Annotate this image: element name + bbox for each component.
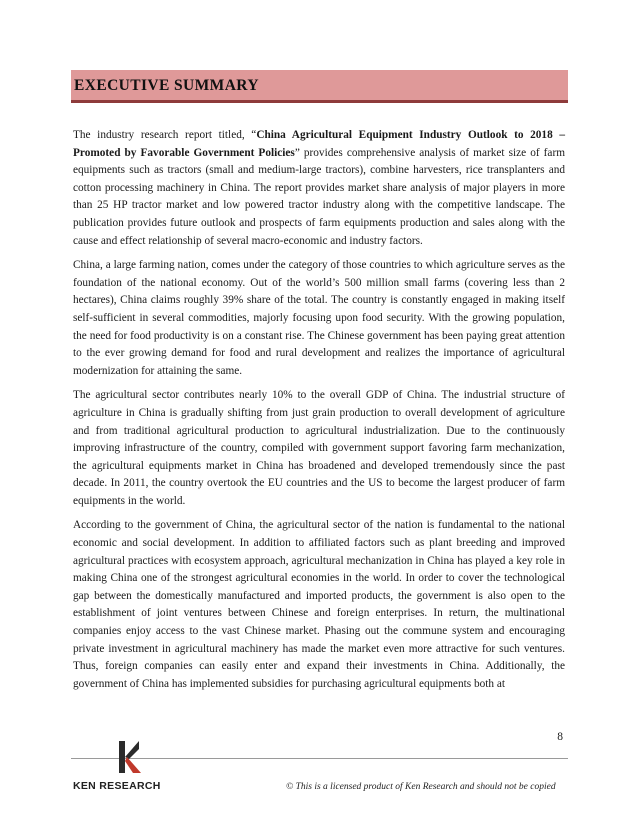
ken-research-logo — [73, 739, 183, 799]
report-title: China Agricultural Equipment Industry Outlook to 2018 – Promoted by Favorable Government Policies — [73, 129, 565, 159]
ken-research-k-icon — [117, 739, 143, 775]
body-text — [73, 127, 565, 700]
paragraph: According to the government of China, the agricultural sector of the nation is fundamental to the national economic and social development. In addition to affiliated factors such as plant breeding and improved agricultural practices with ecosystem approach, agricultural mechanization in China has played a key role in making China one of the strongest agricultural economies in the world. In order to cover the technological gap between the domestically manufactured and imported products, the government is also open to the establishment of joint ventures between Chinese and foreign enterprises. In return, the multinational companies enjoy access to the vast Chinese market. Phasing out the commune system and encouraging private investment in agricultural machinery has made the market even more attractive for such ventures. Thus, foreign companies can easily enter and expand their investments in China. Additionally, the government of China has implemented subsidies for purchasing agricultural equipments both at — [73, 519, 565, 690]
section-header-banner — [71, 70, 568, 103]
intro-rest: ” provides comprehensive analysis of market size of farm equipments such as tractors (small and medium-large tractors), combine harvesters, rice transplanters and cotton processing machinery in China. The report provides market share analysis of major players in more than 25 HP tractor market and low powered tractor industry along with the competitive landscape. The publication provides future outlook and prospects of farm equipments production and sales along with the cause and effect relationship of several macro-economic and industry factors. — [73, 146, 565, 247]
paragraph: China, a large farming nation, comes under the category of those countries to which agriculture serves as the foundation of the national economy. Out of the world’s 500 million small farms (covering less than 2 hectares), China claims roughly 39% share of the total. The country is constantly engaged in making itself self-sufficient in several commodities, majorly focusing upon food security. With the growing population, the need for food productivity is on a constant rise. The Chinese government has been paying great attention to the ever growing demand for food and rural development and realizes the importance of agricultural modernization for attaining the same. — [73, 259, 565, 377]
page-number: 8 — [557, 731, 563, 743]
copyright-notice: © This is a licensed product of Ken Research and should not be copied — [286, 782, 556, 792]
section-title: EXECUTIVE SUMMARY — [74, 77, 259, 94]
paragraph: The agricultural sector contributes nearly 10% to the overall GDP of China. The industrial structure of agriculture in China is gradually shifting from just grain production to overall development of agriculture and from traditional agricultural production to agricultural industrialization. Due to the continuously improving infrastructure of the country, compiled with government support favoring farm mechanization, the agricultural equipments market in China has broadened and developed tremendously since the past decade. In 2011, the country overtook the EU countries and the US to become the largest producer of farm equipments in the world. — [73, 389, 565, 507]
paragraph-intro — [73, 127, 565, 250]
intro-lead: The industry research report titled, “ — [73, 129, 257, 141]
logo-wordmark: KEN RESEARCH — [73, 780, 161, 792]
